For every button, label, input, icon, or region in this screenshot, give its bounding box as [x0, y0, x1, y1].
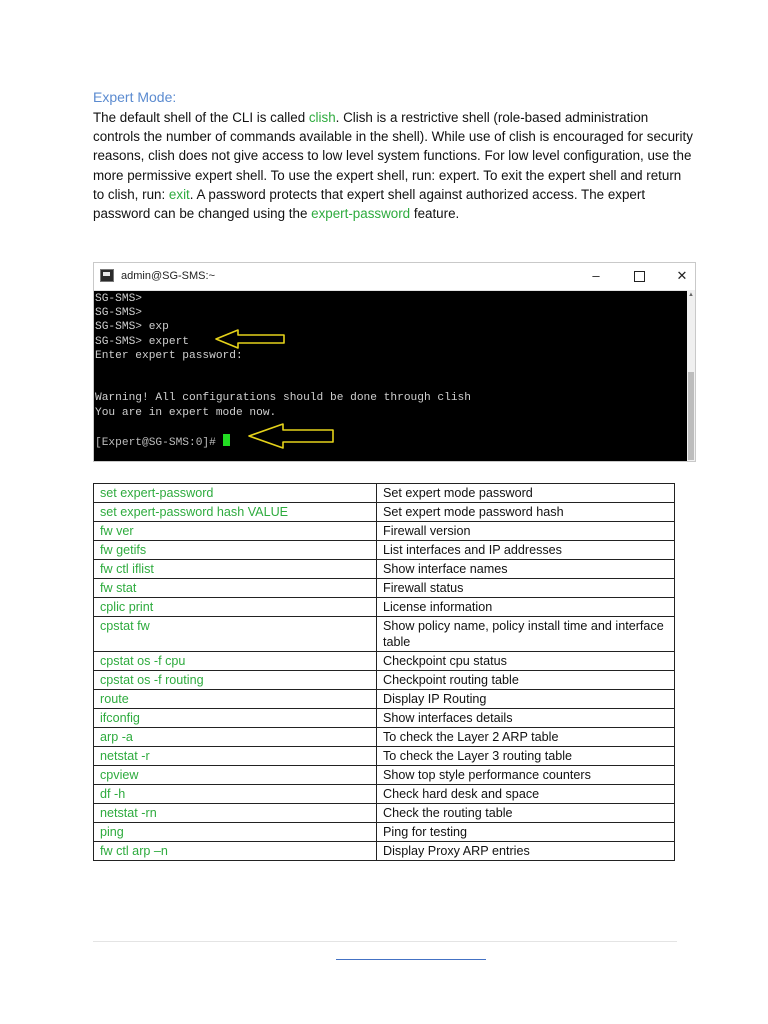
table-row	[94, 842, 675, 861]
terminal-window	[93, 262, 696, 462]
command-cell: ifconfig	[94, 709, 377, 728]
section-heading: Expert Mode:	[93, 89, 177, 105]
footer-link[interactable]	[336, 959, 486, 960]
terminal-line	[95, 363, 686, 377]
description-cell: Display IP Routing	[377, 690, 675, 709]
command-cell: cpstat fw	[94, 617, 377, 652]
command-cell: df -h	[94, 785, 377, 804]
paragraph-text: The default shell of the CLI is called	[93, 110, 309, 125]
footer-divider	[93, 941, 677, 942]
paragraph-text: feature.	[410, 206, 460, 222]
description-cell: Firewall version	[377, 522, 675, 541]
table-row	[94, 503, 675, 522]
description-cell: License information	[377, 598, 675, 617]
command-cell: cpstat os -f routing	[94, 671, 377, 690]
table-row	[94, 652, 675, 671]
command-cell: arp -a	[94, 728, 377, 747]
command-cell: fw ctl arp –n	[94, 842, 377, 861]
paragraph-text: . A password protects that expert shell against authorized access. The expert password can be changed using the	[93, 186, 646, 222]
terminal-line: SG-SMS> exp	[95, 321, 169, 334]
command-cell: cplic print	[94, 598, 377, 617]
table-row	[94, 598, 675, 617]
table-row	[94, 823, 675, 842]
table-row	[94, 785, 675, 804]
description-cell: To check the Layer 2 ARP table	[377, 728, 675, 747]
table-row	[94, 560, 675, 579]
close-button[interactable]: ✕	[676, 268, 688, 283]
arrow-left-icon	[247, 423, 335, 449]
terminal-title: admin@SG-SMS:~	[121, 270, 215, 282]
maximize-icon	[634, 271, 645, 282]
command-cell: fw ctl iflist	[94, 560, 377, 579]
minimize-button[interactable]: –	[592, 268, 600, 283]
table-row	[94, 522, 675, 541]
description-cell: Set expert mode password	[377, 484, 675, 503]
command-cell: fw ver	[94, 522, 377, 541]
scroll-up-icon[interactable]: ▲	[688, 292, 694, 298]
table-row	[94, 579, 675, 598]
command-cell: route	[94, 690, 377, 709]
description-cell: Ping for testing	[377, 823, 675, 842]
description-cell: Checkpoint routing table	[377, 671, 675, 690]
arrow-left-icon	[214, 329, 286, 349]
paragraph-text: . Clish is a restrictive shell (role-based administration controls the number of commands available in the shell). While use of clish is encouraged for security reasons, clish does not give access to low level system functions. For low level configuration, use the more permissive expert shell. To use the expert shell, run: expert. To exit the expert shell and return to clish, run:	[93, 110, 693, 202]
table-row	[94, 766, 675, 785]
description-cell: Checkpoint cpu status	[377, 652, 675, 671]
table-row	[94, 484, 675, 503]
terminal-line: SG-SMS> expert	[95, 335, 189, 348]
table-row	[94, 690, 675, 709]
highlighted-term: clish	[308, 110, 336, 125]
terminal-prompt-line[interactable]	[95, 434, 686, 448]
intro-paragraph	[93, 108, 693, 223]
description-cell: Check hard desk and space	[377, 785, 675, 804]
terminal-app-icon	[100, 269, 114, 282]
description-cell: Display Proxy ARP entries	[377, 842, 675, 861]
table-row	[94, 804, 675, 823]
highlighted-term: expert-password	[311, 206, 411, 222]
description-cell: Check the routing table	[377, 804, 675, 823]
description-cell: Show policy name, policy install time and interface table	[377, 617, 675, 652]
commands-table	[93, 483, 675, 861]
terminal-line	[95, 420, 686, 434]
table-row	[94, 541, 675, 560]
table-row	[94, 747, 675, 766]
terminal-line: You are in expert mode now.	[95, 406, 277, 419]
description-cell: Set expert mode password hash	[377, 503, 675, 522]
terminal-line	[95, 377, 686, 391]
command-cell: fw stat	[94, 579, 377, 598]
table-row	[94, 728, 675, 747]
description-cell: Firewall status	[377, 579, 675, 598]
command-cell: fw getifs	[94, 541, 377, 560]
terminal-output[interactable]	[94, 290, 687, 461]
table-row	[94, 617, 675, 652]
description-cell: Show interfaces details	[377, 709, 675, 728]
terminal-line: Warning! All configurations should be done through clish	[95, 392, 471, 405]
command-cell: cpview	[94, 766, 377, 785]
description-cell: Show top style performance counters	[377, 766, 675, 785]
highlighted-term: exit	[168, 186, 190, 202]
terminal-line: SG-SMS>	[95, 307, 142, 320]
command-cell: set expert-password	[94, 484, 377, 503]
terminal-prompt: [Expert@SG-SMS:0]#	[95, 436, 223, 449]
terminal-line: SG-SMS>	[95, 293, 142, 305]
command-cell: cpstat os -f cpu	[94, 652, 377, 671]
command-cell: netstat -r	[94, 747, 377, 766]
scrollbar-thumb[interactable]	[688, 372, 694, 460]
terminal-line: Enter expert password:	[95, 349, 243, 362]
description-cell: Show interface names	[377, 560, 675, 579]
table-row	[94, 709, 675, 728]
terminal-titlebar	[94, 263, 695, 291]
maximize-button[interactable]	[627, 267, 651, 285]
description-cell: List interfaces and IP addresses	[377, 541, 675, 560]
terminal-scrollbar[interactable]	[687, 290, 695, 461]
command-cell: set expert-password hash VALUE	[94, 503, 377, 522]
table-row	[94, 671, 675, 690]
command-cell: ping	[94, 823, 377, 842]
terminal-cursor	[223, 434, 230, 446]
description-cell: To check the Layer 3 routing table	[377, 747, 675, 766]
command-cell: netstat -rn	[94, 804, 377, 823]
